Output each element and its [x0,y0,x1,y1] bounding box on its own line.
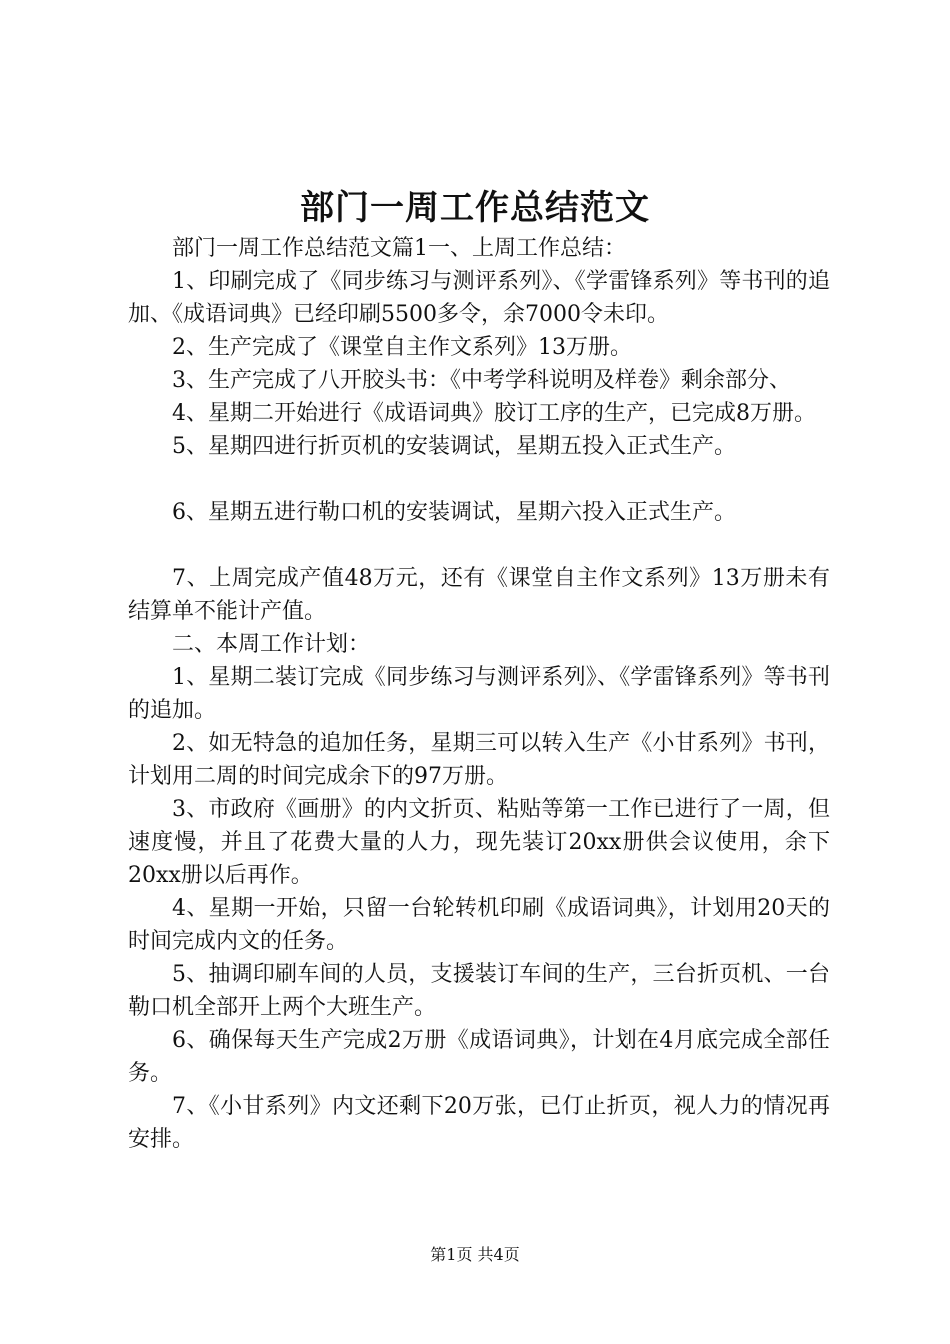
page-number-footer: 第1页 共4页 [430,1245,520,1264]
paragraph-item: 7、上周完成产值48万元，还有《课堂自主作文系列》13万册未有结算单不能计产值。 [128,566,830,624]
paragraph-item: 2、生产完成了《课堂自主作文系列》13万册。 [172,335,632,360]
document-body [128,232,830,1156]
paragraph-item: 3、市政府《画册》的内文折页、粘贴等第一工作已进行了一周，但速度慢，并且了花费大量的人力，现先装订20xx册供会议使用，余下20xx册以后再作。 [128,797,830,888]
paragraph-item: 1、印刷完成了《同步练习与测评系列》、《学雷锋系列》等书刊的追加、《成语词典》已经印刷5500多令，余7000令未印。 [128,269,830,327]
paragraph-item: 7、《小甘系列》内文还剩下20万张，已仃止折页，视人力的情况再安排。 [128,1094,830,1152]
paragraph-item: 5、抽调印刷车间的人员，支援装订车间的生产，三台折页机、一台勒口机全部开上两个大班生产。 [128,962,830,1020]
paragraph-item: 2、如无特急的追加任务，星期三可以转入生产《小甘系列》书刊，计划用二周的时间完成余下的97万册。 [128,731,830,789]
paragraph-intro: 部门一周工作总结范文篇1一、上周工作总结： [172,236,626,261]
section-heading: 二、本周工作计划： [172,632,371,657]
paragraph-item: 6、确保每天生产完成2万册《成语词典》，计划在4月底完成全部任务。 [128,1028,830,1086]
document-title: 部门一周工作总结范文 [300,188,650,228]
paragraph-item: 5、星期四进行折页机的安装调试，星期五投入正式生产。 [172,434,736,459]
paragraph-item: 1、星期二装订完成《同步练习与测评系列》、《学雷锋系列》等书刊的追加。 [128,665,830,723]
paragraph-item: 3、生产完成了八开胶头书：《中考学科说明及样卷》剩余部分、 [172,368,791,393]
paragraph-item: 6、星期五进行勒口机的安装调试，星期六投入正式生产。 [172,500,736,525]
paragraph-item: 4、星期一开始，只留一台轮转机印刷《成语词典》，计划用20天的时间完成内文的任务。 [128,896,830,954]
paragraph-item: 4、星期二开始进行《成语词典》胶订工序的生产，已完成8万册。 [172,401,816,426]
